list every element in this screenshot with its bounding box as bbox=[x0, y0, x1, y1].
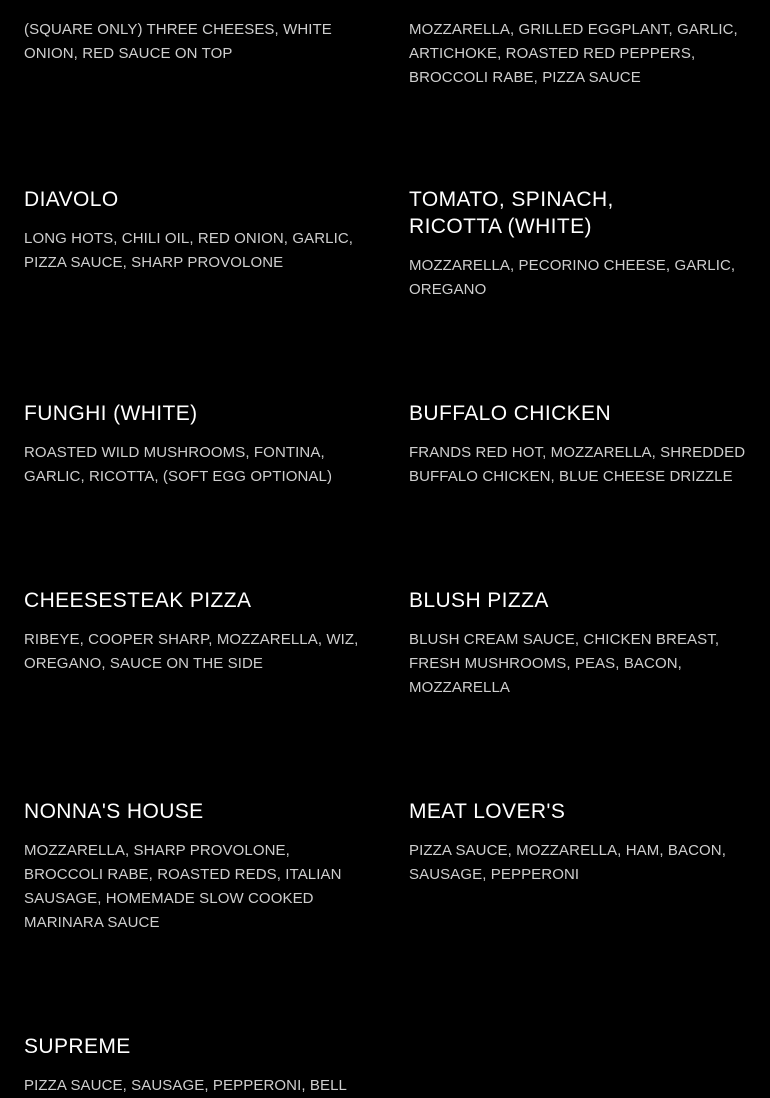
menu-item-title: CHEESESTEAK PIZZA bbox=[24, 589, 252, 612]
menu-item bbox=[409, 400, 754, 489]
menu-item bbox=[24, 798, 354, 935]
menu-item-description: BLUSH CREAM SAUCE, CHICKEN BREAST, FRESH MUSHROOMS, PEAS, BACON, MOZZARELLA bbox=[409, 631, 720, 696]
menu-item-description: MOZZARELLA, PECORINO CHEESE, GARLIC, OREGANO bbox=[409, 257, 736, 298]
menu-item-title: NONNA'S HOUSE bbox=[24, 800, 204, 823]
menu-item-title: SUPREME bbox=[24, 1035, 131, 1058]
menu-item bbox=[24, 1033, 364, 1098]
menu-item-title: FUNGHI (WHITE) bbox=[24, 402, 198, 425]
menu-item bbox=[409, 18, 749, 90]
menu-item-title: BLUSH PIZZA bbox=[409, 589, 549, 612]
menu-item-description: LONG HOTS, CHILI OIL, RED ONION, GARLIC, PIZZA SAUCE, SHARP PROVOLONE bbox=[24, 230, 354, 271]
menu-item bbox=[24, 18, 364, 66]
menu-item-description: MOZZARELLA, SHARP PROVOLONE, BROCCOLI RABE, ROASTED REDS, ITALIAN SAUSAGE, HOMEMADE SLOW COOKED MARINARA SAUCE bbox=[24, 842, 342, 931]
menu-item-title: TOMATO, SPINACH, RICOTTA (WHITE) bbox=[409, 188, 614, 238]
menu-item-description: PIZZA SAUCE, SAUSAGE, PEPPERONI, BELL bbox=[24, 1077, 347, 1094]
menu-item bbox=[409, 798, 749, 887]
menu-item-description: ROASTED WILD MUSHROOMS, FONTINA, GARLIC, RICOTTA, (SOFT EGG OPTIONAL) bbox=[24, 444, 333, 485]
menu-item-description: MOZZARELLA, GRILLED EGGPLANT, GARLIC, ARTICHOKE, ROASTED RED PEPPERS, BROCCOLI RABE, PIZZA SAUCE bbox=[409, 21, 738, 86]
menu-item bbox=[24, 186, 364, 275]
menu-item bbox=[24, 400, 364, 489]
menu-item bbox=[409, 587, 729, 700]
menu-item-title: MEAT LOVER'S bbox=[409, 800, 566, 823]
menu-item-description: (SQUARE ONLY) THREE CHEESES, WHITE ONION, RED SAUCE ON TOP bbox=[24, 21, 332, 62]
menu-item-description: PIZZA SAUCE, MOZZARELLA, HAM, BACON, SAUSAGE, PEPPERONI bbox=[409, 842, 726, 883]
menu-item-title: DIAVOLO bbox=[24, 188, 119, 211]
menu-item-description: RIBEYE, COOPER SHARP, MOZZARELLA, WIZ, OREGANO, SAUCE ON THE SIDE bbox=[24, 631, 359, 672]
menu-item-description: FRANDS RED HOT, MOZZARELLA, SHREDDED BUFFALO CHICKEN, BLUE CHEESE DRIZZLE bbox=[409, 444, 746, 485]
menu-item bbox=[24, 587, 364, 676]
menu-item bbox=[409, 186, 736, 302]
menu-item-title: BUFFALO CHICKEN bbox=[409, 402, 612, 425]
